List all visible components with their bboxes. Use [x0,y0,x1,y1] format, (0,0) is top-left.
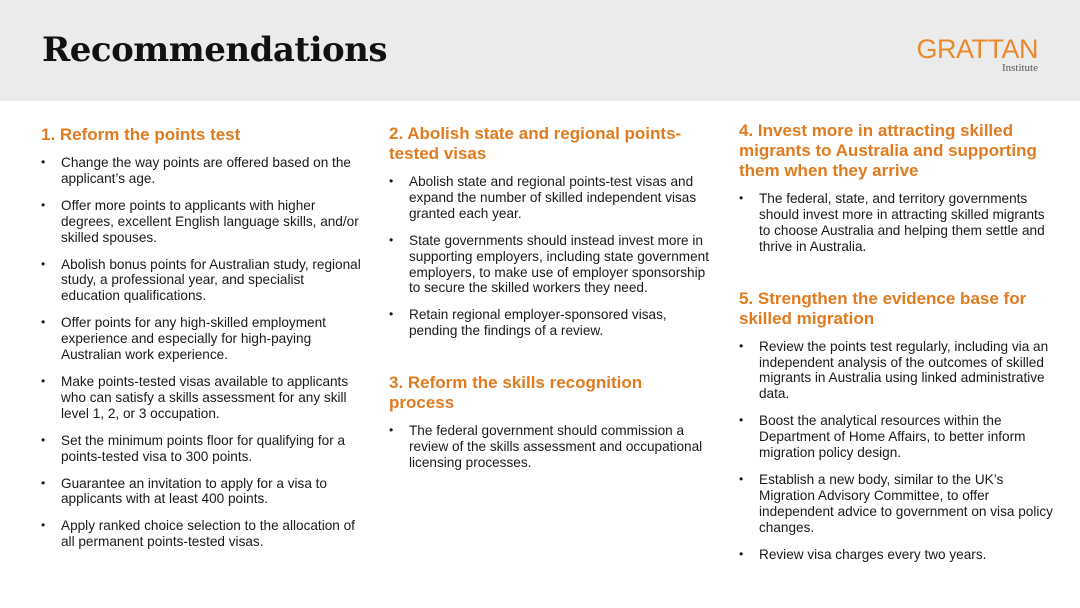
bullet-item: • The federal government should commission a review of the skills assessment and occupational licensing processes. [389,423,709,471]
column-middle [389,124,709,482]
logo-subtitle: Institute [1001,62,1038,74]
section-title: 1. Reform the points test [41,125,241,144]
page-title: Recommendations [42,30,388,70]
bullet-item: • State governments should instead invest more in supporting employers, including state government employers, to make use of employer sponsorship to secure the skilled workers they need. [389,233,709,297]
bullet-item: • Apply ranked choice selection to the allocation of all permanent points-tested visas. [41,518,361,550]
slide-header [0,0,1080,101]
section-title: 5. Strengthen the evidence base for skilled migration [739,288,1027,328]
bullet-item: • Boost the analytical resources within the Department of Home Affairs, to better inform migration policy design. [739,413,1057,461]
section-reform-points-test [41,125,361,550]
bullet-item: • Abolish state and regional points-test visas and expand the number of skilled independent visas granted each year. [389,174,709,222]
column-left [41,125,361,561]
bullet-item: • Set the minimum points floor for qualifying for a points-tested visa to 300 points. [41,433,361,465]
bullet-item: • Offer points for any high-skilled employment experience and especially for high-paying Australian work experience. [41,315,361,363]
bullet-list [389,174,709,339]
section-title: 4. Invest more in attracting skilled migrants to Australia and supporting them when they arrive [739,121,1037,180]
section-evidence-base [739,289,1057,563]
section-title: 3. Reform the skills recognition process [389,373,643,413]
bullet-item: • Review visa charges every two years. [739,547,1057,563]
bullet-item: • Abolish bonus points for Australian study, regional study, a professional year, and specialist education qualifications. [41,257,361,305]
bullet-item: • Retain regional employer-sponsored visas, pending the findings of a review. [389,307,709,339]
bullet-item: • Establish a new body, similar to the UK’s Migration Advisory Committee, to offer independent advice to government on visa policy changes. [739,472,1057,536]
bullet-item: • Change the way points are offered based on the applicant’s age. [41,155,361,187]
bullet-list [739,339,1057,563]
section-title: 2. Abolish state and regional points-tested visas [389,124,682,163]
section-skills-recognition [389,373,709,471]
bullet-item: • Review the points test regularly, including via an independent analysis of the outcomes of skilled migrants in Australia using linked administrative data. [739,339,1057,403]
bullet-list [41,155,361,550]
grattan-logo [917,36,1039,74]
bullet-list [389,423,709,471]
bullet-item: • Make points-tested visas available to applicants who can satisfy a skills assessment for any skill level 1, 2, or 3 occupation. [41,374,361,422]
bullet-item: • The federal, state, and territory governments should invest more in attracting skilled migrants to choose Australia and helping them settle and thrive in Australia. [739,191,1057,255]
section-attract-migrants [739,121,1057,255]
bullet-item: • Offer more points to applicants with higher degrees, excellent English language skills, and/or skilled spouses. [41,198,361,246]
bullet-list [739,191,1057,255]
bullet-item: • Guarantee an invitation to apply for a visa to applicants with at least 400 points. [41,476,361,508]
logo-wordmark: GRATTAN [916,34,1038,64]
section-abolish-state-visas [389,124,709,339]
column-right [739,121,1057,574]
